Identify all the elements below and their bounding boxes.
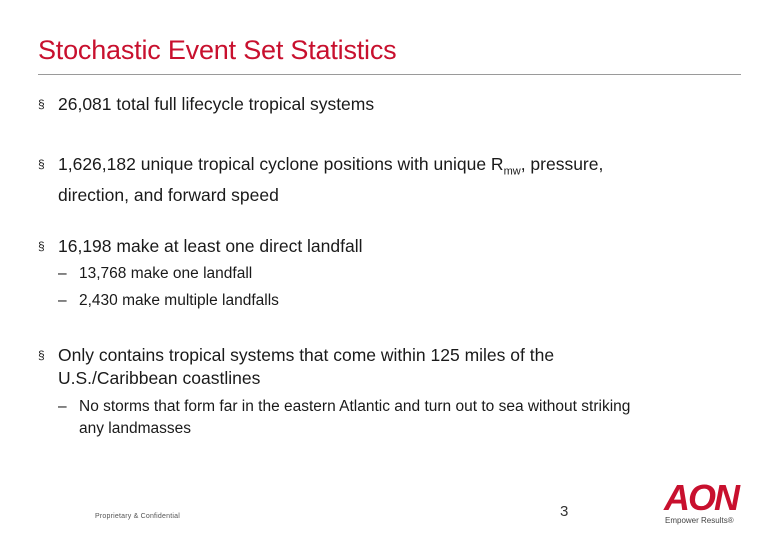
bullet-text: [58, 344, 738, 390]
sub-bullet-marker: –: [58, 292, 67, 309]
bullet-marker: §: [38, 157, 45, 171]
bullet-marker: §: [38, 239, 45, 253]
rmw-subscript: mw: [503, 165, 521, 178]
sub-bullet-text-line2: any landmasses: [79, 420, 192, 437]
logo-tagline: Empower Results®: [665, 516, 734, 525]
page-number: 3: [560, 503, 569, 520]
bullet-text-line1: Only contains tropical systems that come within 125 miles of the: [58, 345, 555, 365]
bullet-text: [58, 153, 738, 207]
bullet-text: 16,198 make at least one direct landfall: [58, 236, 363, 256]
slide-title: Stochastic Event Set Statistics: [38, 35, 397, 65]
sub-bullet-text: 13,768 make one landfall: [79, 265, 253, 282]
sub-bullet-text: [79, 396, 739, 440]
sub-bullet-marker: –: [58, 398, 67, 415]
bullet-text-line2: direction, and forward speed: [58, 184, 279, 205]
title-divider: [38, 74, 741, 75]
bullet-text: 26,081 total full lifecycle tropical systems: [58, 94, 375, 114]
bullet-text-part: , pressure,: [520, 154, 604, 174]
aon-logo-mark: [662, 479, 742, 513]
sub-bullet-marker: –: [58, 265, 67, 282]
bullet-text-part: 1,626,182 unique tropical cyclone positions with unique R: [58, 154, 504, 174]
sub-bullet-text-line1: No storms that form far in the eastern Atlantic and turn out to sea without striking: [79, 398, 631, 415]
bullet-marker: §: [38, 97, 45, 111]
bullet-text-line2: U.S./Caribbean coastlines: [58, 368, 261, 388]
aon-logo-text: AON: [664, 479, 738, 513]
aon-logo: [662, 479, 744, 527]
sub-bullet-text: 2,430 make multiple landfalls: [79, 292, 279, 309]
bullet-marker: §: [38, 348, 45, 362]
confidential-note: Proprietary & Confidential: [95, 513, 180, 520]
